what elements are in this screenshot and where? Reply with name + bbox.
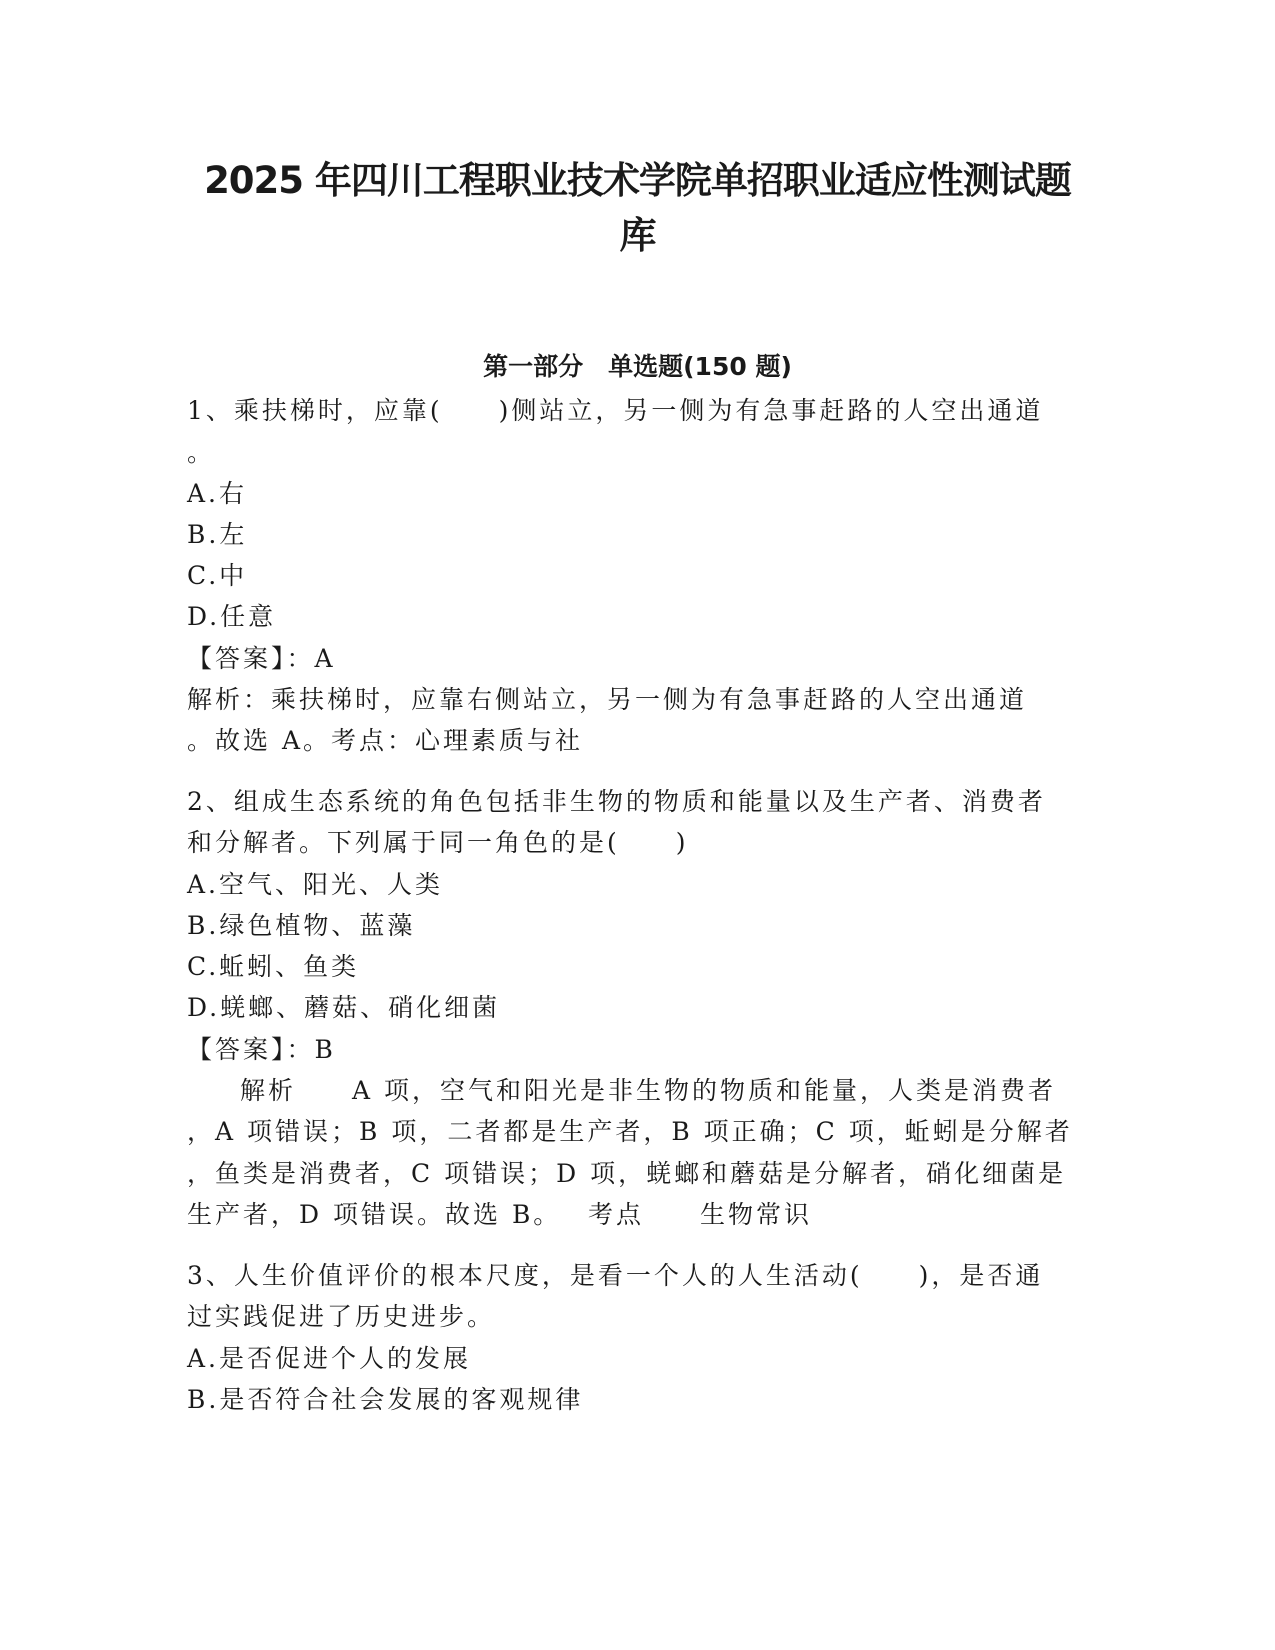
question-2-option-a: A.空气、阳光、人类 [187, 870, 444, 899]
question-1-option-d: D.任意 [187, 602, 277, 631]
question-1-option-c: C.中 [187, 561, 248, 590]
question-3-option-a: A.是否促进个人的发展 [187, 1344, 472, 1373]
question-2-stem-line2: 和分解者。下列属于同一角色的是( ) [187, 828, 689, 857]
question-3-option-b: B.是否符合社会发展的客观规律 [187, 1385, 584, 1414]
question-1-stem-line1: 1、乘扶梯时，应靠( )侧站立，另一侧为有急事赶路的人空出通道 [187, 396, 1044, 425]
question-1-analysis-line2: 。故选 A。考点：心理素质与社 [187, 726, 584, 755]
question-3-stem-line1: 3、人生价值评价的根本尺度，是看一个人的人生活动( )，是否通 [187, 1261, 1044, 1290]
question-2-option-b: B.绿色植物、蓝藻 [187, 911, 416, 940]
question-2-topic-label: 考点 [588, 1200, 645, 1229]
question-2-topic: 生物常识 [700, 1200, 813, 1229]
question-2-analysis-line3: ，鱼类是消费者，C 项错误；D 项，蜣螂和蘑菇是分解者，硝化细菌是 [187, 1159, 1067, 1188]
question-1-analysis-line1: 解析：乘扶梯时，应靠右侧站立，另一侧为有急事赶路的人空出通道 [187, 685, 1028, 714]
question-2-analysis-label: 解析 [240, 1076, 297, 1105]
question-2-analysis-line4: 生产者，D 项错误。故选 B。 [187, 1200, 562, 1229]
question-2-stem-line1: 2、组成生态系统的角色包括非生物的物质和能量以及生产者、消费者 [187, 787, 1046, 816]
question-1-option-b: B.左 [187, 520, 248, 549]
question-1-option-a: A.右 [187, 479, 248, 508]
document-title-line2: 库 [619, 214, 656, 257]
question-2-option-c: C.蚯蚓、鱼类 [187, 952, 360, 981]
question-2-option-d: D.蜣螂、蘑菇、硝化细菌 [187, 993, 501, 1022]
question-2-analysis-line2: ，A 项错误；B 项，二者都是生产者，B 项正确；C 项，蚯蚓是分解者 [187, 1117, 1073, 1146]
question-1-answer: 【答案】：A [187, 644, 336, 673]
section-title: 第一部分 单选题(150 题) [483, 352, 792, 381]
question-3-stem-line2: 过实践促进了历史进步。 [187, 1302, 496, 1331]
question-2-analysis-line1: A 项，空气和阳光是非生物的物质和能量，人类是消费者 [352, 1076, 1057, 1105]
question-2-answer: 【答案】：B [187, 1035, 336, 1064]
question-1-stem-line2: 。 [187, 438, 216, 467]
document-title-line1: 2025 年四川工程职业技术学院单招职业适应性测试题 [204, 159, 1071, 202]
